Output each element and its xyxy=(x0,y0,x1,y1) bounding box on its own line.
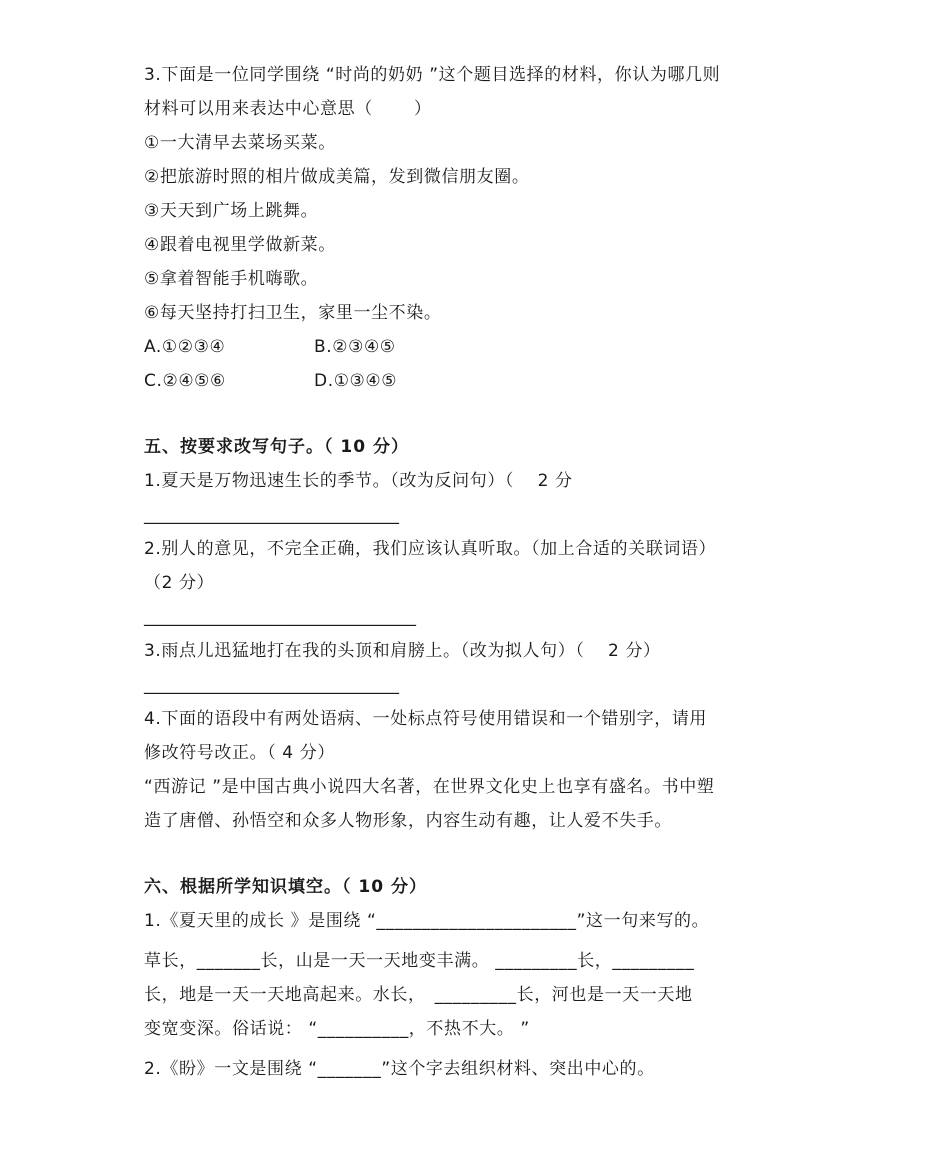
section5-q1: 1.夏天是万物迅速生长的季节。（改为反问句）（ 2 分 xyxy=(144,471,573,491)
section5-heading: 五、按要求改写句子。（ 10 分） xyxy=(144,437,409,457)
q3-stem-line1: 3.下面是一位同学围绕 “时尚的奶奶 ”这个题目选择的材料，你认为哪几则 xyxy=(144,65,721,85)
section5-q2-answer-line: ________________________________ xyxy=(144,607,416,627)
q3-option-c: C.②④⑤⑥ xyxy=(144,371,226,391)
q3-material-1: ①一大清早去菜场买菜。 xyxy=(144,133,336,153)
q3-options-row-2 xyxy=(144,364,824,398)
section5-q2-line2: （2 分） xyxy=(144,573,215,593)
q3-stem-line2: 材料可以用来表达中心意思（ ） xyxy=(144,99,432,119)
q3-material-2: ②把旅游时照的相片做成美篇，发到微信朋友圈。 xyxy=(144,167,530,187)
section5-q2-line1: 2.别人的意见，不完全正确，我们应该认真听取。（加上合适的关联词语） xyxy=(144,539,717,559)
q3-option-a: A.①②③④ xyxy=(144,337,226,357)
section5-q4-line1: 4.下面的语段中有两处语病、一处标点符号使用错误和一个错别字，请用 xyxy=(144,709,708,729)
section6-q1-fill-line2: 长，地是一天一天地高起来。水长， _________长，河也是一天一天地 xyxy=(144,985,693,1005)
section6-q1-fill-line1: 草长，_______长，山是一天一天地变丰满。 _________长，_________ xyxy=(144,951,695,971)
exam-page xyxy=(144,58,824,1086)
section5-q4-line2: 修改符号改正。（ 4 分） xyxy=(144,743,335,763)
q3-material-5: ⑤拿着智能手机嗨歌。 xyxy=(144,269,319,289)
q3-material-4: ④跟着电视里学做新菜。 xyxy=(144,235,336,255)
section5-q1-answer-line: ______________________________ xyxy=(144,505,399,525)
section6-q2: 2.《盼》一文是围绕 “_______”这个字去组织材料、突出中心的。 xyxy=(144,1059,655,1079)
section6-q1-fill-line3: 变宽变深。俗话说： “__________，不热不大。 ” xyxy=(144,1019,530,1039)
section6-heading: 六、根据所学知识填空。（ 10 分） xyxy=(144,877,427,897)
q3-material-6: ⑥每天坚持打扫卫生，家里一尘不染。 xyxy=(144,303,442,323)
section5-q4-passage-line2: 造了唐僧、孙悟空和众多人物形象，内容生动有趣，让人爱不失手。 xyxy=(144,811,672,831)
section5-q3-answer-line: ______________________________ xyxy=(144,675,399,695)
q3-option-b: B.②③④⑤ xyxy=(314,337,396,357)
q3-material-3: ③天天到广场上跳舞。 xyxy=(144,201,319,221)
q3-option-d: D.①③④⑤ xyxy=(314,371,398,391)
section6-q1: 1.《夏天里的成长 》是围绕 “______________________”这一句来写的。 xyxy=(144,911,710,931)
section5-q4-passage-line1: “西游记 ”是中国古典小说四大名著，在世界文化史上也享有盛名。书中塑 xyxy=(144,777,715,797)
section5-q3: 3.雨点儿迅猛地打在我的头顶和肩膀上。（改为拟人句）（ 2 分） xyxy=(144,641,661,661)
q3-options-row-1 xyxy=(144,330,824,364)
